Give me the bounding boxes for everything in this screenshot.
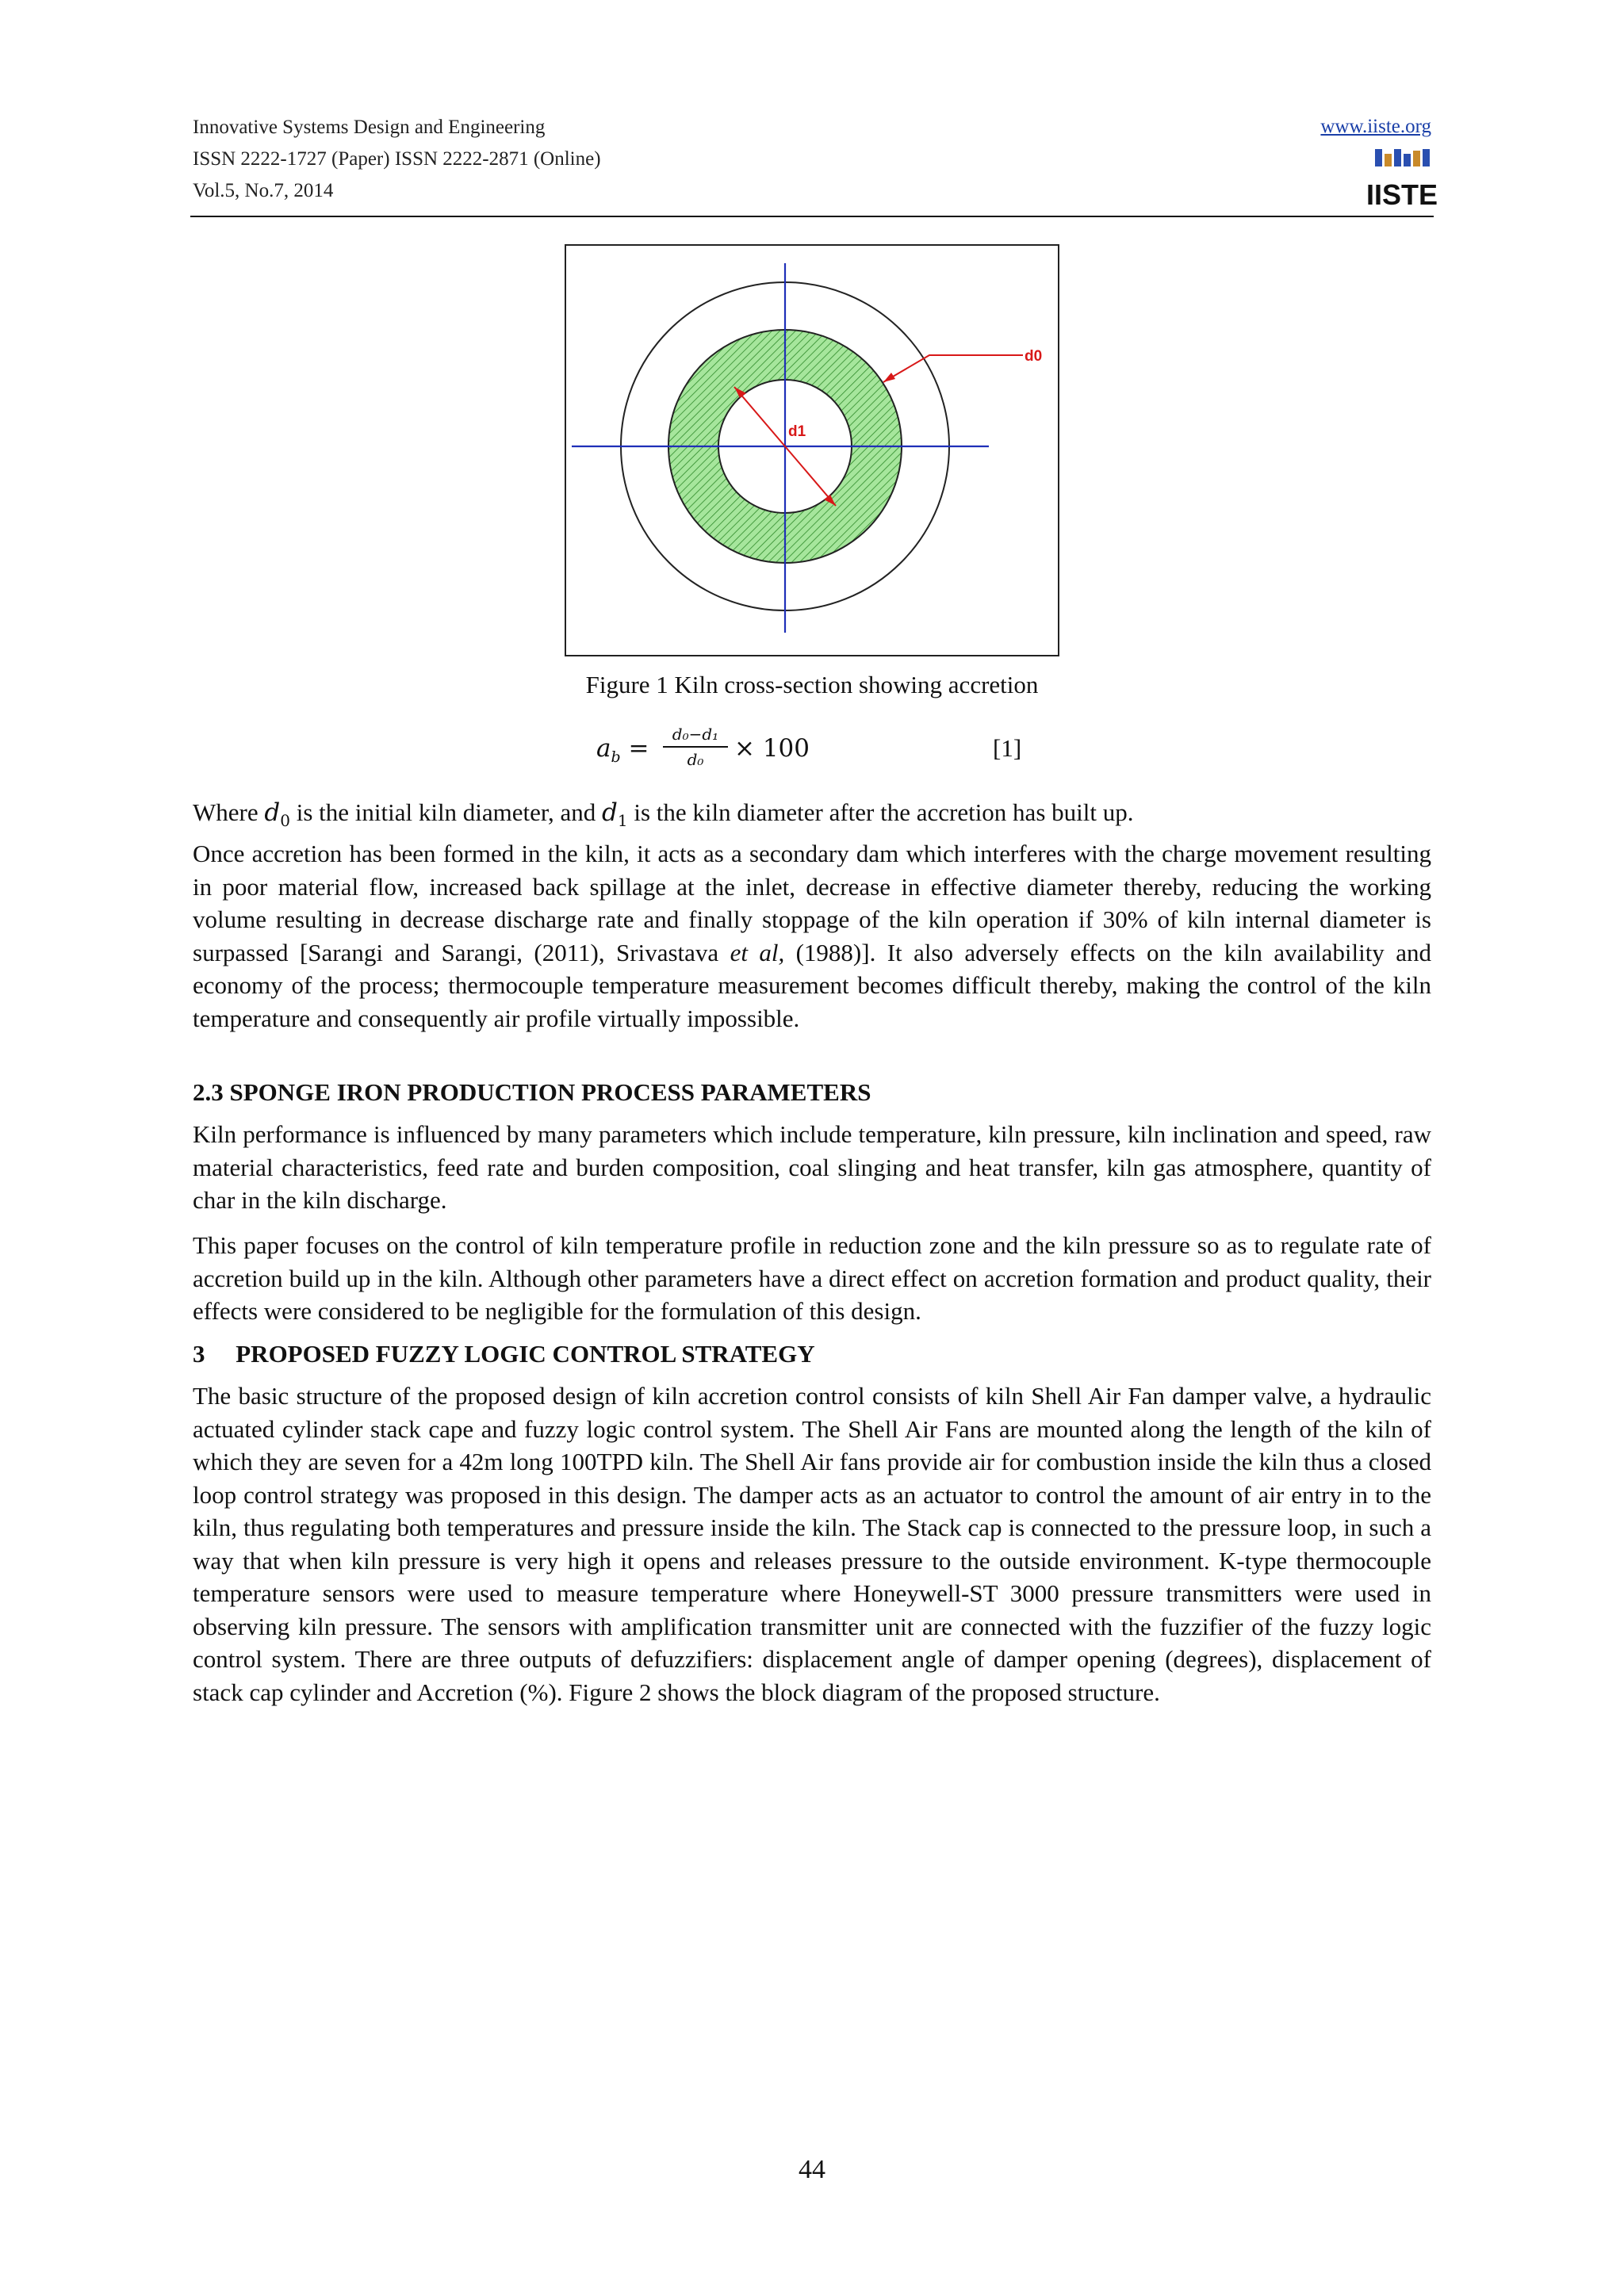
section-heading-3: 3 PROPOSED FUZZY LOGIC CONTROL STRATEGY (193, 1340, 815, 1368)
equation-number: [1] (993, 734, 1022, 762)
header-rule (190, 216, 1434, 217)
paragraph-paper-focus: This paper focuses on the control of kiln temperature profile in reduction zone and the kiln pressure so as to regulate rate of accretion build up in the kiln. Although other parameters have a direct effect on accretion formation and product quality, their effects were considered to be negligible for the formulation of this design. (193, 1231, 1431, 1325)
journal-title: Innovative Systems Design and Engineering (193, 117, 546, 138)
section-heading-2-3: 2.3 SPONGE IRON PRODUCTION PROCESS PARAMETERS (193, 1078, 871, 1106)
d0-leader-line (883, 355, 1023, 382)
d0-arrow-head (883, 373, 895, 382)
d0-label: d0 (1025, 348, 1043, 365)
paragraph-kiln-performance: Kiln performance is influenced by many parameters which include temperature, kiln pressure, kiln inclination and speed, raw material characteristics, feed rate and burden composition, coal slinging and heat transfer, kiln gas atmosphere, quantity of char in the kiln discharge. (193, 1120, 1431, 1214)
equation-1 (587, 725, 1031, 788)
equation-denominator: d₀ (687, 750, 704, 769)
issn-line: ISSN 2222-1727 (Paper) ISSN 2222-2871 (Online) (193, 148, 601, 170)
paragraph-where: Where $d_0$ is the initial kiln diameter, and $d_1$ is the kiln diameter after the accretion has built up. (193, 798, 1134, 831)
equation-numerator: d₀−d₁ (663, 725, 728, 748)
page-number: 44 (799, 2155, 825, 2184)
paragraph-proposed-structure: The basic structure of the proposed design of kiln accretion control consists of kiln Shell Air Fan damper valve, a hydraulic actuated cylinder stack cape and fuzzy logic control system. The Shell Air Fans are mounted along the length of the kiln of which they are seven for a 42m long 100TPD kiln. The Shell Air fans provide air for combustion inside the kiln thus a closed loop control strategy was proposed in this design. The damper acts as an actuator to control the amount of air entry in to the kiln, thus regulating both temperatures and pressure inside the kiln. The Stack cap is connected to the pressure loop, in such a way that when kiln pressure is very high it opens and releases pressure to the outside environment. K-type thermocouple temperature sensors were used to measure temperature where Honeywell-ST 3000 pressure transmitters were used in observing kiln pressure. The sensors with amplification transmitter unit are connected with the fuzzifier of the fuzzy logic control system. There are three outputs of defuzzifiers: displacement angle of damper opening (degrees), displacement of stack cap cylinder and Accretion (%). Figure 2 shows the block diagram of the proposed structure. (193, 1382, 1431, 1706)
equation-times: × 100 (734, 734, 810, 763)
website-link[interactable]: www.iiste.org (1320, 116, 1431, 137)
paragraph-accretion-effects: Once accretion has been formed in the kiln, it acts as a secondary dam which interferes with the charge movement resulting in poor material flow, increased back spillage at the inlet, decrease in effective diameter thereby, reducing the working volume resulting in decrease discharge rate and finally stoppage of the kiln operation if 30% of kiln internal diameter is surpassed [Sarangi and Sarangi, (2011), Srivastava et al, (1988)]. It also adversely effects on the kiln availability and economy of the process; thermocouple temperature measurement becomes difficult thereby, making the control of the kiln temperature and consequently air profile virtually impossible. (193, 840, 1431, 1032)
equation-fraction (663, 725, 728, 769)
figure-1-caption: Figure 1 Kiln cross-section showing accretion (585, 671, 1039, 698)
equation-lhs: $a_b$ = (596, 734, 649, 767)
figure-kiln-cross-section (565, 244, 1059, 656)
logo-text: IISTE (1365, 178, 1438, 211)
iiste-logo (1365, 147, 1438, 211)
volume-line: Vol.5, No.7, 2014 (193, 180, 334, 201)
d1-label: d1 (788, 423, 806, 440)
